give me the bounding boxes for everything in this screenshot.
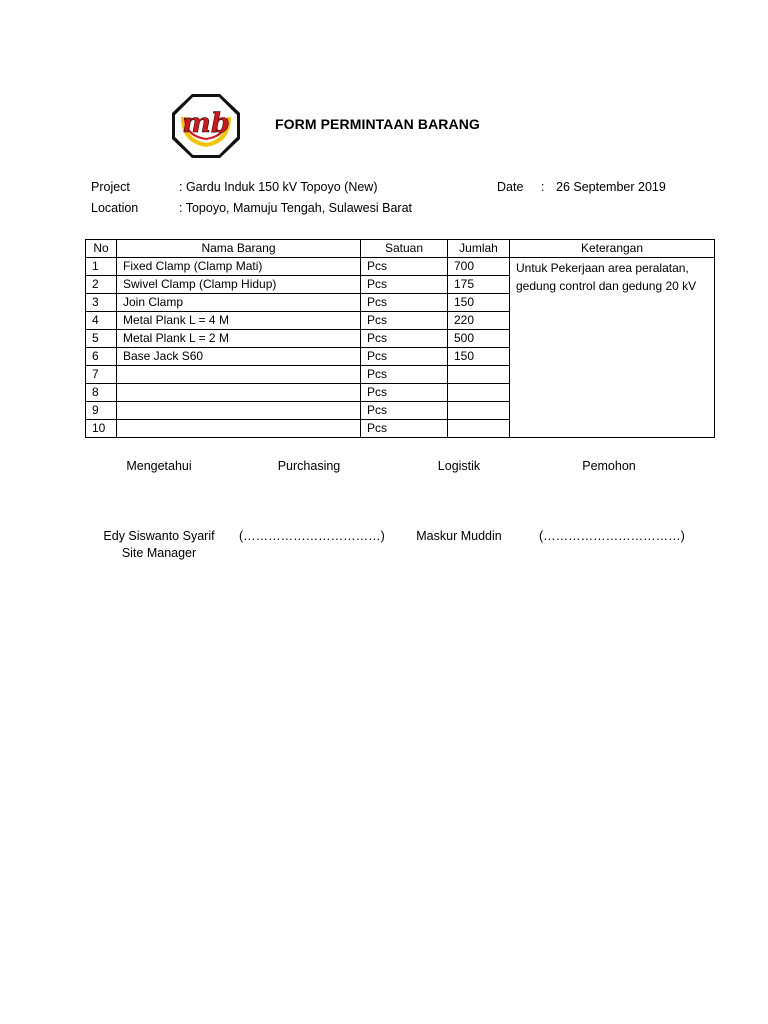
cell-no: 10 xyxy=(86,420,117,438)
cell-jumlah: 500 xyxy=(448,330,510,348)
cell-jumlah xyxy=(448,420,510,438)
cell-satuan: Pcs xyxy=(361,348,448,366)
cell-no: 9 xyxy=(86,402,117,420)
cell-nama xyxy=(117,384,361,402)
cell-nama xyxy=(117,420,361,438)
cell-satuan: Pcs xyxy=(361,312,448,330)
cell-jumlah: 220 xyxy=(448,312,510,330)
cell-satuan: Pcs xyxy=(361,384,448,402)
signer-purchasing-blank: (……………………………) xyxy=(239,529,385,543)
cell-jumlah: 175 xyxy=(448,276,510,294)
role-mengetahui: Mengetahui xyxy=(126,459,192,473)
cell-satuan: Pcs xyxy=(361,420,448,438)
company-logo xyxy=(171,93,241,159)
cell-nama: Swivel Clamp (Clamp Hidup) xyxy=(117,276,361,294)
cell-nama: Metal Plank L = 2 M xyxy=(117,330,361,348)
cell-nama: Base Jack S60 xyxy=(117,348,361,366)
project-value: : Gardu Induk 150 kV Topoyo (New) xyxy=(179,180,378,194)
location-label: Location xyxy=(91,201,139,215)
cell-no: 8 xyxy=(86,384,117,402)
logo-mark: mb xyxy=(182,108,230,139)
cell-no: 6 xyxy=(86,348,117,366)
cell-no: 4 xyxy=(86,312,117,330)
cell-jumlah: 150 xyxy=(448,294,510,312)
cell-nama xyxy=(117,366,361,384)
date-label: Date xyxy=(497,180,524,194)
cell-nama: Fixed Clamp (Clamp Mati) xyxy=(117,258,361,276)
date-separator: : xyxy=(541,180,545,194)
cell-satuan: Pcs xyxy=(361,402,448,420)
table-header-row xyxy=(86,240,715,258)
header-satuan: Satuan xyxy=(361,240,448,258)
signer-logistik-name: Maskur Muddin xyxy=(416,529,502,543)
cell-satuan: Pcs xyxy=(361,258,448,276)
header-jumlah: Jumlah xyxy=(448,240,510,258)
date-value: 26 September 2019 xyxy=(556,180,666,194)
role-purchasing: Purchasing xyxy=(277,459,341,473)
header-keterangan: Keterangan xyxy=(510,240,715,258)
page-title: FORM PERMINTAAN BARANG xyxy=(275,116,480,132)
cell-nama xyxy=(117,402,361,420)
cell-satuan: Pcs xyxy=(361,276,448,294)
cell-nama: Join Clamp xyxy=(117,294,361,312)
project-label: Project xyxy=(91,180,130,194)
cell-jumlah: 150 xyxy=(448,348,510,366)
role-logistik: Logistik xyxy=(437,459,481,473)
cell-satuan: Pcs xyxy=(361,366,448,384)
header-no: No xyxy=(86,240,117,258)
cell-jumlah xyxy=(448,384,510,402)
cell-no: 3 xyxy=(86,294,117,312)
cell-jumlah xyxy=(448,402,510,420)
cell-no: 1 xyxy=(86,258,117,276)
items-table xyxy=(85,239,715,438)
cell-keterangan: Untuk Pekerjaan area peralatan, gedung control dan gedung 20 kV xyxy=(510,258,715,438)
signer-mengetahui-name: Edy Siswanto Syarif xyxy=(103,529,215,543)
header-nama-barang: Nama Barang xyxy=(117,240,361,258)
cell-satuan: Pcs xyxy=(361,330,448,348)
cell-no: 5 xyxy=(86,330,117,348)
role-pemohon: Pemohon xyxy=(582,459,636,473)
signer-pemohon-blank: (……………………………) xyxy=(539,529,685,543)
location-value: : Topoyo, Mamuju Tengah, Sulawesi Barat xyxy=(179,201,413,215)
cell-satuan: Pcs xyxy=(361,294,448,312)
signer-mengetahui-position: Site Manager xyxy=(121,546,197,560)
cell-nama: Metal Plank L = 4 M xyxy=(117,312,361,330)
table-row xyxy=(86,258,715,276)
cell-no: 2 xyxy=(86,276,117,294)
cell-jumlah: 700 xyxy=(448,258,510,276)
cell-no: 7 xyxy=(86,366,117,384)
cell-jumlah xyxy=(448,366,510,384)
